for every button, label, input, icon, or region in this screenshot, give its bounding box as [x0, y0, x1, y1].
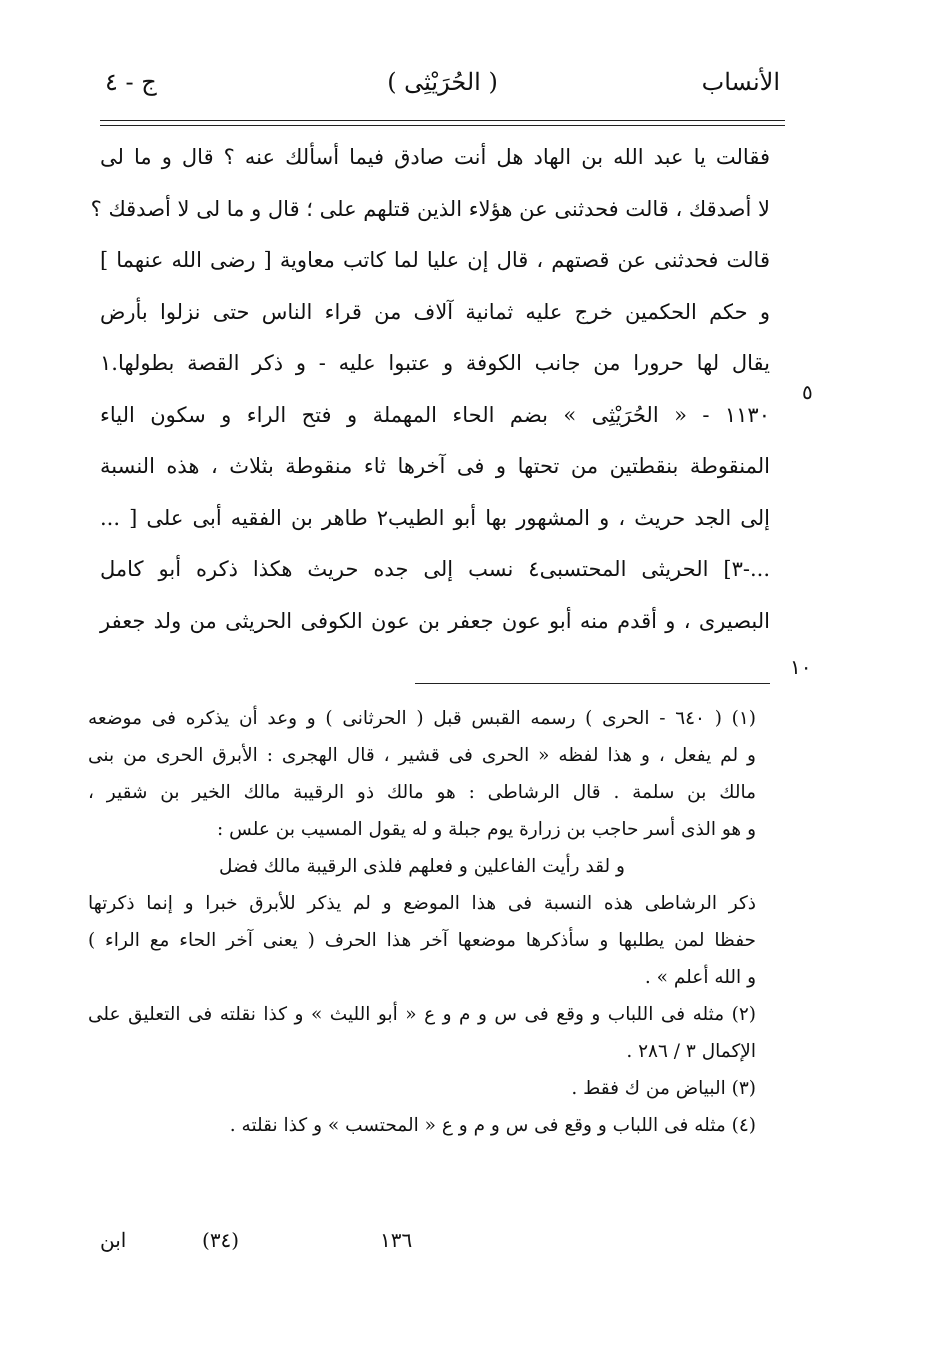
margin-line-number-5: ٥: [802, 380, 813, 404]
header-entry-title: ( الحُرَيْثِى ): [387, 68, 498, 96]
footnote-line: ذكر الرشاطى هذه النسبة فى هذا الموضع و لم يذكر للأبرق خبرا و إنما ذكرتها: [88, 893, 756, 914]
footnote-line: (٢) مثله فى اللباب و وقع فى س و م و ع « أبو الليث » و كذا نقلته فى التعليق على: [88, 1004, 756, 1025]
header-volume: ج - ٤: [105, 68, 157, 96]
footnote-line: (٤) مثله فى اللباب و وقع فى س و م و ع « المحتسب » و كذا نقلته .: [229, 1115, 756, 1136]
text-line: المنقوطة بنقطتين من تحتها و فى آخرها ثاء منقوطة بثلاث ، هذه النسبة: [100, 454, 770, 478]
text-line: ...-٣] الحريثى المحتسبى٤ نسب إلى جده حريث هكذا ذكره أبو كامل: [100, 557, 771, 581]
main-text: [90, 132, 771, 647]
header-rule-top: [100, 120, 785, 121]
catchword: ابن: [100, 1228, 127, 1252]
footnote-line: مالك بن سلمة . قال الرشاطى : هو مالك ذو الرقيبة مالك الخير بن شقير ،: [88, 782, 756, 803]
text-line: فقالت يا عبد الله بن الهاد هل أنت صادق فيما أسألك عنه ؟ قال و ما لى: [100, 145, 770, 169]
text-line: و حكم الحكمين خرج عليه ثمانية آلاف من قراء الناس حتى نزلوا بأرض: [100, 299, 770, 324]
footnote-verse: و لقد رأيت الفاعلين و فعلهم فلذى الرقيبة مالك فضل: [219, 856, 625, 877]
text-line: يقال لها حرورا من جانب الكوفة و عتبوا عليه - و ذكر القصة بطولها.١: [100, 351, 771, 375]
footnotes: [88, 700, 756, 1144]
text-line: قالت فحدثنى عن قصتهم ، قال إن عليا لما كاتب معاوية [ رضى الله عنهما ]: [100, 248, 770, 272]
footnote-line: و الله أعلم » .: [644, 967, 756, 988]
text-line: لا أصدقك ، قالت فحدثنى عن هؤلاء الذين قتلهم على ؛ قال و ما لى لا أصدقك ؟: [90, 196, 770, 221]
text-line: البصيرى ، و أقدم منه أبو عون جعفر بن عون الكوفى الحريثى من ولد جعفر: [100, 608, 770, 633]
header-book-title: الأنساب: [701, 68, 780, 96]
margin-line-number-10: ١٠: [790, 655, 812, 679]
running-header: [105, 68, 780, 108]
header-rule-bottom: [100, 125, 785, 126]
footnote-line: و هو الذى أسر حاجب بن زرارة يوم جبلة و له يقول المسيب بن علس :: [217, 819, 756, 840]
page-footer: [90, 1228, 490, 1264]
footnote-separator: [415, 683, 770, 684]
footnote-line: الإكمال ٣ / ٢٨٦ .: [626, 1041, 756, 1062]
footnote-line: (٣) البياض من ك فقط .: [571, 1078, 756, 1099]
footnote-line: (١) ( ٦٤٠ - الحرى ) رسمه القبس قبل ( الحرثانى ) و وعد أن يذكره فى موضعه: [88, 708, 757, 729]
page-number: ١٣٦: [380, 1228, 413, 1252]
text-line: إلى الجد حريث ، و المشهور بها أبو الطيب٢ طاهر بن الفقيه أبى على [ ...: [100, 505, 770, 530]
signature-mark: (٣٤): [202, 1228, 240, 1252]
footnote-line: و لم يفعل ، و هذا لفظه « الحرى فى قشير ، قال الهجرى : الأبرق الحرى من بنى: [88, 745, 756, 766]
text-line: ١١٣٠ - « الحُرَيْثِى » بضم الحاء المهملة و فتح الراء و سكون الياء: [100, 402, 770, 427]
footnote-line: حفظا لمن يطلبها و سأذكرها موضعها آخر هذا الحرف ( يعنى آخر الحاء مع الراء ): [88, 930, 756, 951]
